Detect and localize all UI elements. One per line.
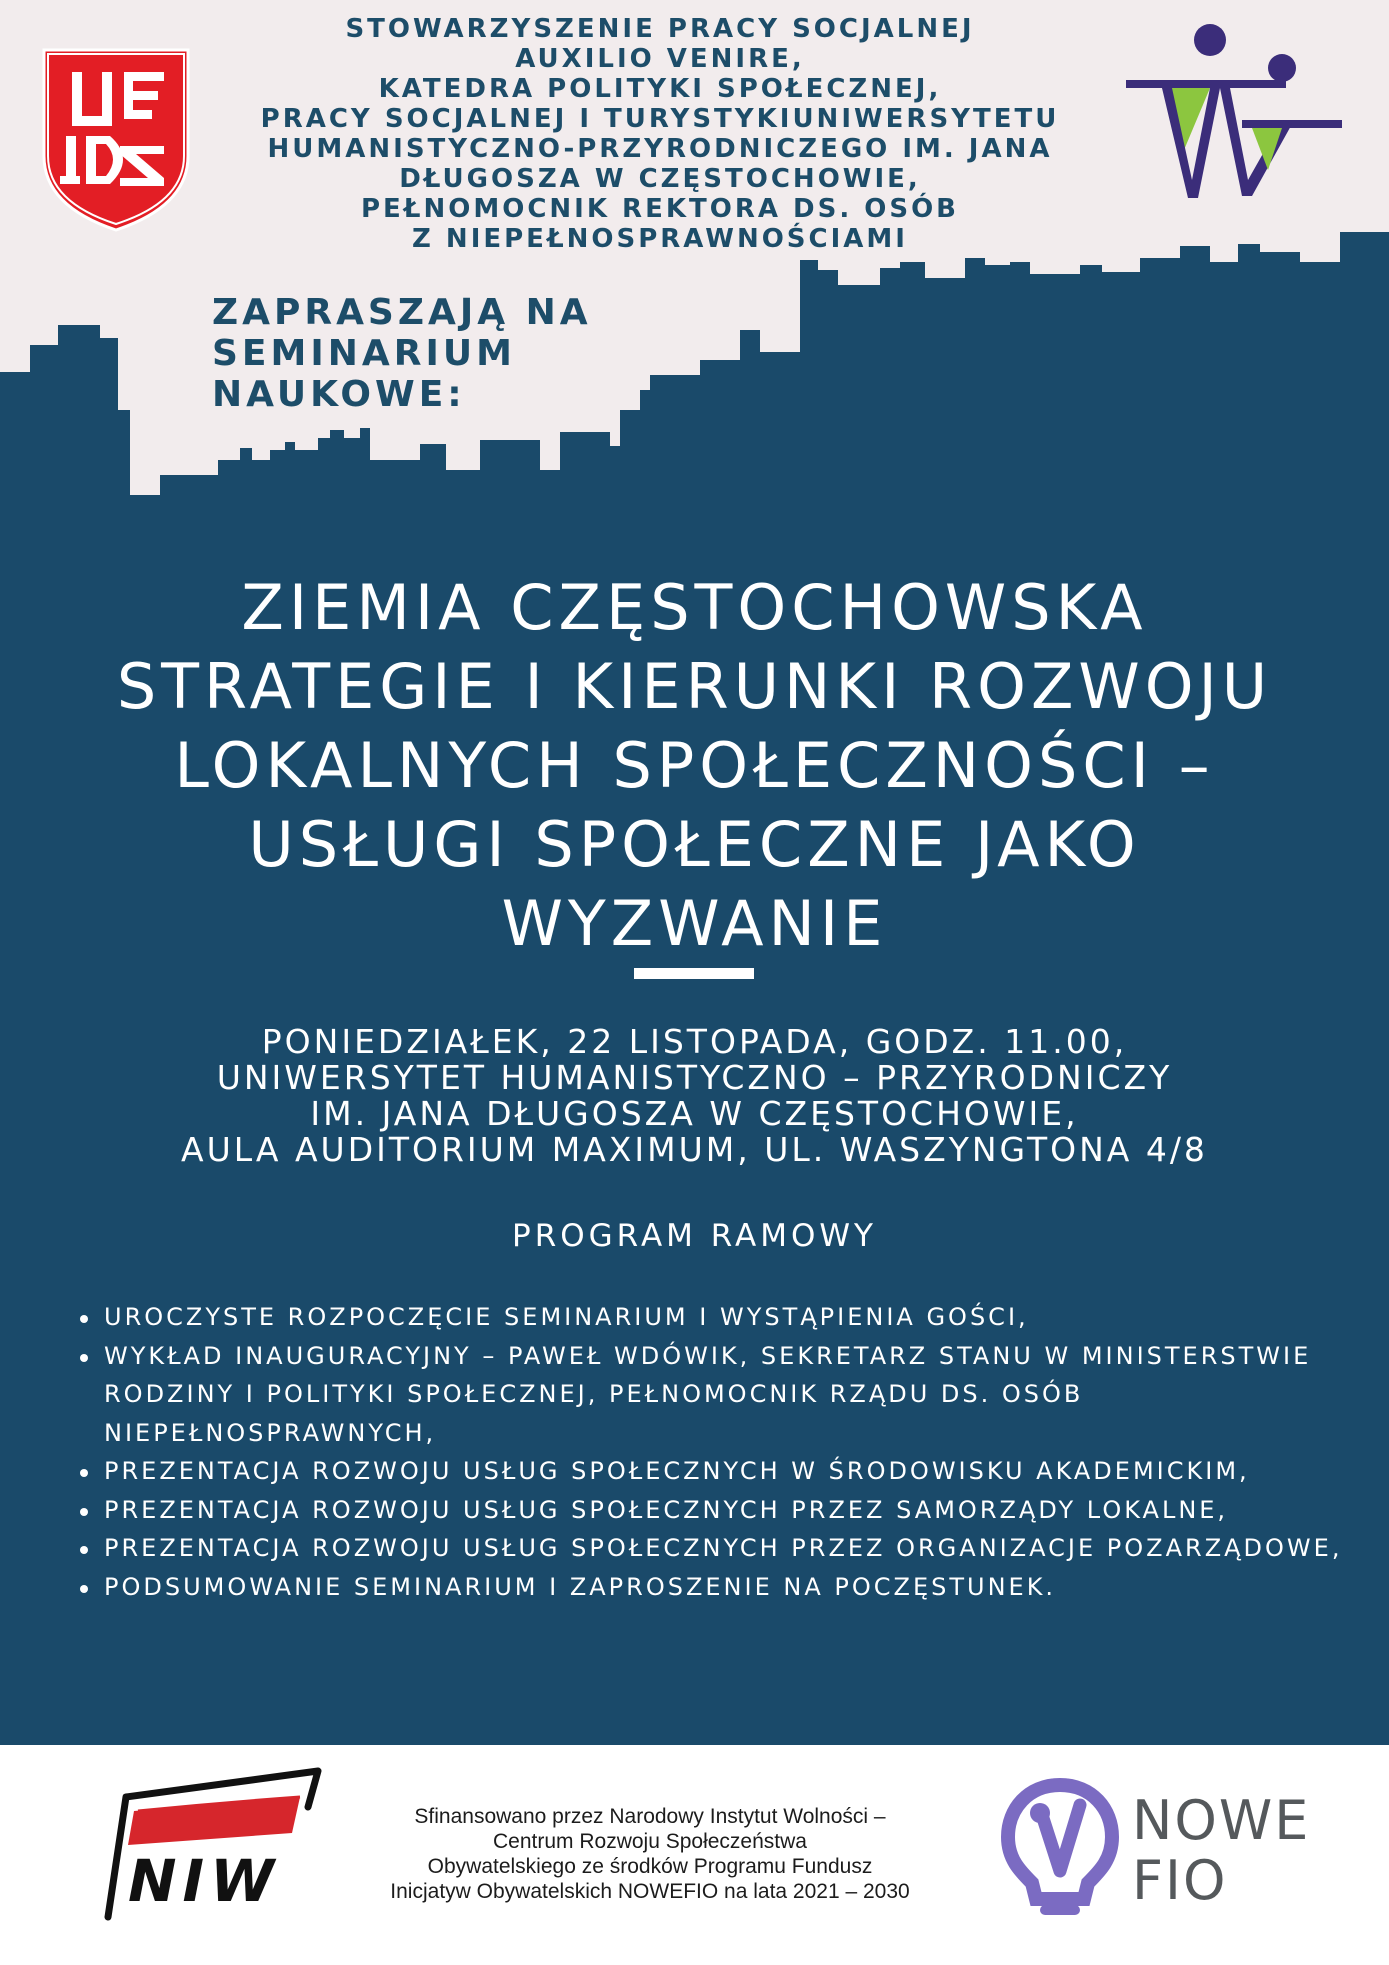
seminar-title	[0, 568, 1389, 963]
ujd-university-logo	[40, 46, 192, 232]
funding-line: Obywatelskiego ze środków Programu Fundusz	[427, 1855, 873, 1878]
title-line: STRATEGIE I KIERUNKI ROZWOJU	[116, 650, 1273, 723]
funding-notice	[350, 1804, 950, 1904]
invitation-line: NAUKOWE:	[212, 374, 466, 415]
funding-line: Centrum Rozwoju Społeczeństwa	[493, 1830, 807, 1853]
program-list	[76, 1298, 1346, 1606]
lightbulb-icon	[1000, 1775, 1120, 1925]
fio-line: FIO	[1132, 1849, 1228, 1912]
funding-line: Sfinansowano przez Narodowy Instytut Wolności –	[414, 1805, 886, 1828]
fio-line: NOWE	[1132, 1789, 1311, 1852]
auxilio-venire-logo	[1122, 20, 1346, 210]
program-item: WYKŁAD INAUGURACYJNY – PAWEŁ WDÓWIK, SEKRETARZ STANU W MINISTERSTWIE RODZINY I POLITYKI SPOŁECZNEJ, PEŁNOMOCNIK RZĄDU DS. OSÓB NIEPEŁNOSPRAWNYCH,	[76, 1337, 1346, 1453]
program-item: PODSUMOWANIE SEMINARIUM I ZAPROSZENIE NA POCZĘSTUNEK.	[76, 1568, 1346, 1607]
details-line: UNIWERSYTET HUMANISTYCZNO – PRZYRODNICZY	[216, 1058, 1173, 1097]
organizer-line: AUXILIO VENIRE,	[515, 44, 805, 74]
program-item: PREZENTACJA ROZWOJU USŁUG SPOŁECZNYCH PRZEZ SAMORZĄDY LOKALNE,	[76, 1491, 1346, 1530]
organizer-line: KATEDRA POLITYKI SPOŁECZNEJ,	[378, 74, 942, 104]
event-details	[0, 1024, 1389, 1168]
organizer-line: STOWARZYSZENIE PRACY SOCJALNEJ	[345, 14, 975, 44]
program-heading: PROGRAM RAMOWY	[512, 1218, 877, 1254]
niw-logo-text: NIW	[128, 1847, 281, 1915]
footer	[0, 1745, 1389, 1965]
nowe-fio-logo-text	[1132, 1791, 1310, 1911]
organizer-line: Z NIEPEŁNOSPRAWNOŚCIAMI	[412, 224, 908, 254]
organizer-line: PRACY SOCJALNEJ I TURYSTYKIUNIWERSYTETU	[260, 104, 1060, 134]
invitation-line: ZAPRASZAJĄ NA	[212, 292, 592, 333]
title-line: USŁUGI SPOŁECZNE JAKO	[248, 808, 1141, 881]
organizers-text	[230, 14, 1090, 254]
program-item: PREZENTACJA ROZWOJU USŁUG SPOŁECZNYCH PRZEZ ORGANIZACJE POZARZĄDOWE,	[76, 1529, 1346, 1568]
invitation-heading	[212, 292, 632, 415]
details-line: PONIEDZIAŁEK, 22 LISTOPADA, GODZ. 11.00,	[261, 1022, 1128, 1061]
details-line: IM. JANA DŁUGOSZA W CZĘSTOCHOWIE,	[310, 1094, 1079, 1133]
organizer-line: PEŁNOMOCNIK REKTORA DS. OSÓB	[360, 194, 959, 224]
title-divider	[634, 968, 754, 979]
funding-line: Inicjatyw Obywatelskich NOWEFIO na lata 2021 – 2030	[390, 1880, 910, 1903]
invitation-line: SEMINARIUM	[212, 333, 516, 374]
title-line: WYZWANIE	[501, 887, 888, 960]
organizer-line: DŁUGOSZA W CZĘSTOCHOWIE,	[399, 164, 921, 194]
title-line: LOKALNYCH SPOŁECZNOŚCI –	[174, 729, 1215, 802]
organizer-line: HUMANISTYCZNO-PRZYRODNICZEGO IM. JANA	[267, 134, 1053, 164]
program-item: PREZENTACJA ROZWOJU USŁUG SPOŁECZNYCH W ŚRODOWISKU AKADEMICKIM,	[76, 1452, 1346, 1491]
program-item: UROCZYSTE ROZPOCZĘCIE SEMINARIUM I WYSTĄPIENIA GOŚCI,	[76, 1298, 1346, 1337]
title-line: ZIEMIA CZĘSTOCHOWSKA	[241, 571, 1148, 644]
details-line: AULA AUDITORIUM MAXIMUM, UL. WASZYNGTONA 4/8	[181, 1130, 1208, 1169]
